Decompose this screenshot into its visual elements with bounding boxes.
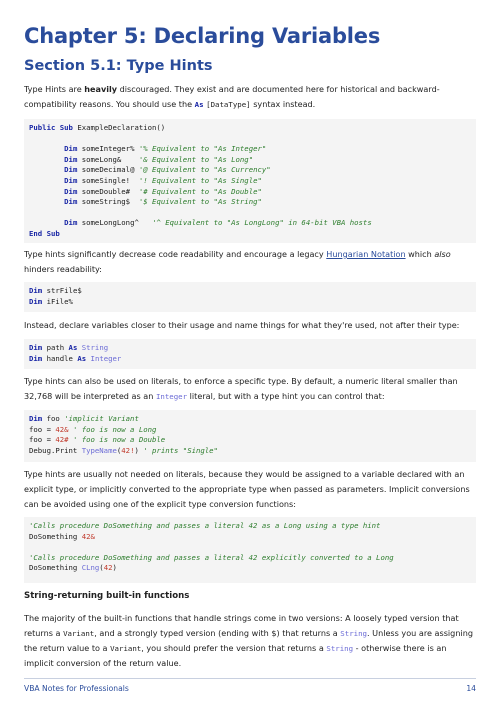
para6-text-4: , you should prefer the version that returns a (141, 643, 327, 653)
code-block-3 (24, 339, 476, 369)
intro-paragraph (24, 82, 476, 112)
paren-open: ( (116, 445, 122, 455)
para6-code-variant-2: Variant (110, 644, 142, 653)
footer-divider (24, 678, 476, 679)
para6-text-5: - otherwise there is an implicit conversion of the return value. (24, 643, 447, 668)
code-block-5 (24, 517, 476, 583)
kw-dim: Dim (64, 144, 78, 154)
paragraph-5: Type hints are usually not needed on literals, because they would be assigned to a variable declared with an explicit type, or implicitly converted to the appropriate type when passed as parameters. Implicit conversions can be avoided using one of the explicit type conversion functions: (24, 469, 470, 509)
sub-name: ExampleDeclaration() (72, 123, 166, 132)
var-handle: handle (42, 353, 78, 363)
decl-ifile: iFile% (42, 296, 73, 306)
literal-single: 42! (121, 445, 135, 455)
kw-dim: Dim (64, 175, 78, 185)
fn-typename: TypeName (81, 445, 117, 455)
comment-explicit: 'Calls procedure DoSomething and passes a literal 42 explicitly converted to a Long (29, 552, 394, 562)
kw-dim: Dim (29, 296, 43, 306)
paragraph-4 (24, 374, 476, 404)
kw-dim: Dim (29, 414, 43, 423)
comment-1: '% Equivalent to "As Integer" (138, 144, 267, 154)
comment-7: '^ Equivalent to "As LongLong" in 64-bit VBA hosts (152, 218, 372, 228)
kw-as: As (68, 343, 78, 352)
decl-2: someLong& (81, 154, 135, 164)
kw-dim: Dim (29, 343, 43, 352)
call-dosomething-1: DoSomething (29, 531, 82, 541)
code-block-1 (24, 119, 476, 243)
kw-dim: Dim (64, 218, 78, 228)
comment-type-hint: 'Calls procedure DoSomething and passes a literal 42 as a Long using a type hint (29, 521, 381, 530)
assign-1: foo = (29, 424, 56, 434)
kw-dim: Dim (29, 286, 43, 295)
para6-code-string-2: String (326, 644, 354, 653)
para2-em: also (434, 249, 451, 259)
paren-close: ) (134, 445, 139, 455)
comment-5: '# Equivalent to "As Double" (138, 186, 262, 196)
paragraph-2 (24, 247, 476, 277)
para4-code-integer: Integer (155, 392, 188, 401)
footer-book-title: VBA Notes for Professionals (24, 684, 129, 693)
footer-page-number: 14 (466, 684, 476, 693)
kw-dim: Dim (64, 197, 78, 207)
decl-7: someLongLong^ (81, 218, 148, 228)
kw-as: As (77, 353, 87, 363)
decl-4: someSingle! (81, 175, 135, 185)
kw-end-sub: End Sub (29, 228, 60, 238)
literal-42: 42 (103, 563, 113, 573)
decl-6: someString$ (81, 197, 135, 207)
fn-clng: CLng (81, 563, 100, 573)
kw-dim: Dim (29, 353, 43, 363)
section-title: Section 5.1: Type Hints (24, 58, 213, 74)
kw-dim: Dim (64, 165, 78, 175)
type-string: String (81, 343, 109, 352)
para2-text-1: Type hints significantly decrease code readability and encourage a legacy (24, 249, 327, 259)
type-integer: Integer (90, 353, 122, 363)
chapter-title: Chapter 5: Declaring Variables (24, 24, 381, 48)
comment-double: ' foo is now a Double (68, 435, 166, 445)
var-foo: foo (42, 414, 65, 423)
intro-text-2: discouraged. They exist and are documented here for historical and backward-compatibility reasons. You should use the (24, 84, 440, 109)
decl-3: someDecimal@ (81, 165, 135, 175)
para6-text-1: The majority of the built-in functions that handle strings come in two versions: A loosely typed version that returns a (24, 613, 459, 638)
comment-implicit-variant: 'implicit Variant (64, 414, 139, 423)
intro-code-as: As (194, 100, 204, 109)
intro-text-3: syntax instead. (250, 99, 316, 109)
para6-text-3: . Unless you are assigning the return value to a (24, 628, 473, 653)
para6-code-variant: Variant (63, 629, 95, 638)
kw-dim: Dim (64, 154, 78, 164)
intro-text-1: Type Hints are (24, 84, 85, 94)
comment-2: '& Equivalent to "As Long" (138, 154, 254, 164)
para6-code-string: String (340, 629, 367, 638)
paren-close: ) (112, 563, 117, 573)
decl-1: someInteger% (81, 144, 135, 154)
paren-open: ( (99, 563, 104, 573)
assign-2: foo = (29, 435, 56, 445)
para2-text-3: hinders readability: (24, 264, 102, 274)
para2-text-2: which (405, 249, 435, 259)
call-dosomething-2: DoSomething (29, 563, 82, 573)
literal-long: 42& (55, 424, 69, 434)
comment-4: '! Equivalent to "As Single" (138, 175, 262, 185)
subheading-string-functions: String-returning built-in functions (24, 591, 190, 601)
comment-long: ' foo is now a Long (68, 424, 157, 434)
literal-42-long: 42& (81, 531, 95, 541)
code-block-4 (24, 410, 476, 462)
literal-double: 42# (55, 435, 69, 445)
intro-bold: heavily (84, 84, 118, 94)
hungarian-notation-link[interactable]: Hungarian Notation (326, 249, 406, 259)
debug-print: Debug.Print (29, 445, 82, 455)
para6-text-2: , and a strongly typed version (ending with $) that returns a (94, 628, 341, 638)
comment-prints-single: ' prints "Single" (138, 445, 218, 455)
code-block-2 (24, 282, 476, 312)
comment-3: '@ Equivalent to "As Currency" (138, 165, 271, 175)
var-path: path (42, 343, 69, 352)
para4-text-2: literal, but with a type hint you can control that: (187, 391, 385, 401)
kw-dim: Dim (64, 186, 78, 196)
comment-6: '$ Equivalent to "As String" (138, 197, 262, 207)
intro-code-datatype: [DataType] (206, 100, 251, 109)
paragraph-6 (24, 611, 476, 671)
kw-public-sub: Public Sub (29, 123, 73, 132)
paragraph-3: Instead, declare variables closer to their usage and name things for what they're used, not after their type: (24, 320, 460, 330)
decl-5: someDouble# (81, 186, 135, 196)
decl-strfile: strFile$ (42, 286, 82, 295)
para4-text-1: Type hints can also be used on literals, to enforce a specific type. By default, a numeric literal smaller than 32,768 will be interpreted as an (24, 376, 458, 401)
